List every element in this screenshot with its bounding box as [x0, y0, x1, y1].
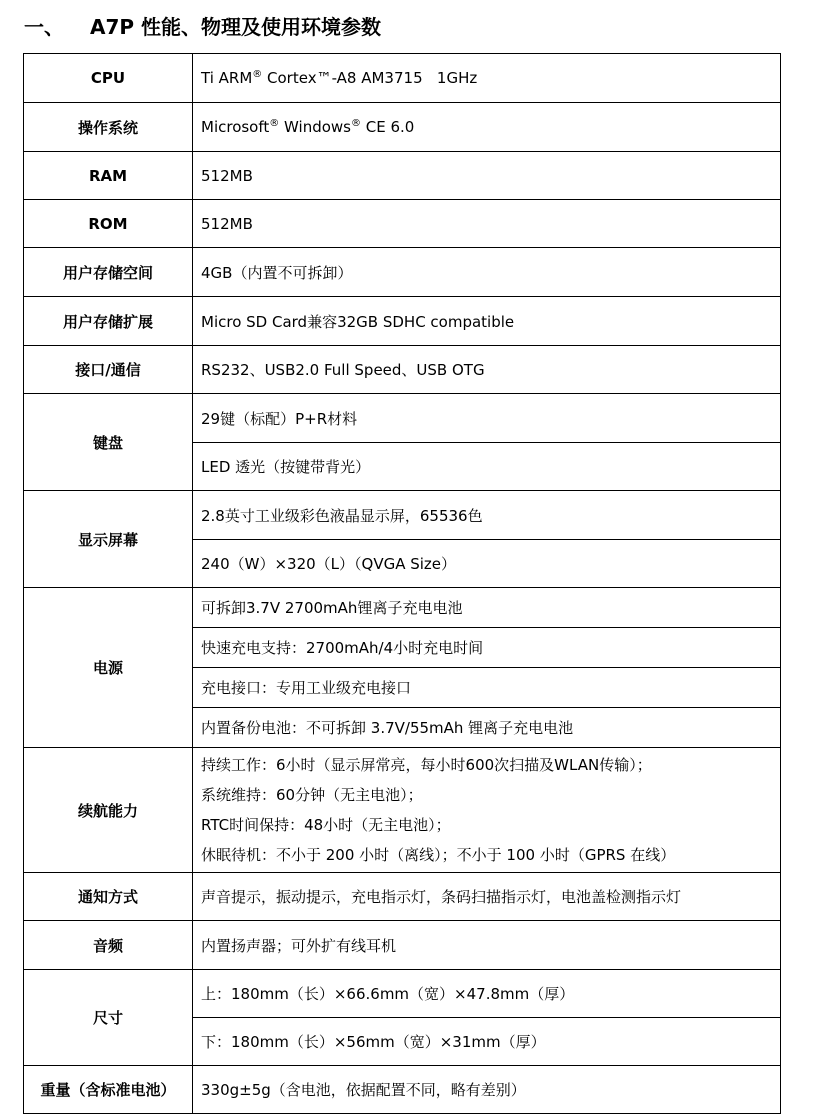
row-value: 可拆卸3.7V 2700mAh锂离子充电电池: [193, 588, 781, 628]
endurance-line: 系统维持：60分钟（无主电池）；: [201, 786, 423, 804]
row-value-cpu: [193, 54, 781, 103]
registered-mark: ®: [252, 69, 263, 80]
cpu-text-1: Ti ARM: [201, 69, 253, 87]
cpu-text-2: Cortex™-A8 AM3715 1GHz: [262, 69, 478, 87]
row-label: 重量（含标准电池）: [24, 1066, 193, 1114]
row-value: 声音提示，振动提示，充电指示灯，条码扫描指示灯，电池盖检测指示灯: [193, 873, 781, 921]
os-text-1: Microsoft: [201, 118, 270, 136]
row-label: 显示屏幕: [24, 491, 193, 588]
row-value: RS232、USB2.0 Full Speed、USB OTG: [193, 346, 781, 394]
table-row: [24, 394, 781, 443]
registered-mark: ®: [351, 118, 361, 129]
endurance-line: 休眠待机：不小于 200 小时（离线）；不小于 100 小时（GPRS 在线）: [201, 846, 676, 864]
endurance-line: RTC时间保持：48小时（无主电池）；: [201, 816, 451, 834]
table-row: [24, 921, 781, 970]
row-value: 2.8英寸工业级彩色液晶显示屏，65536色: [193, 491, 781, 540]
row-label: 尺寸: [24, 970, 193, 1066]
row-value: 29键（标配）P+R材料: [193, 394, 781, 443]
section-number: 一、: [24, 15, 64, 39]
row-value: 内置备份电池：不可拆卸 3.7V/55mAh 锂离子充电电池: [193, 708, 781, 748]
row-value-os: [193, 103, 781, 152]
row-value: 240（W）×320（L）（QVGA Size）: [193, 540, 781, 588]
row-value: Micro SD Card兼容32GB SDHC compatible: [193, 297, 781, 346]
row-label: 用户存储扩展: [24, 297, 193, 346]
table-row: [24, 1066, 781, 1114]
section-title: A7P 性能、物理及使用环境参数: [90, 15, 382, 39]
row-value: 内置扬声器；可外扩有线耳机: [193, 921, 781, 970]
row-value: 快速充电支持：2700mAh/4小时充电时间: [193, 628, 781, 668]
row-label: ROM: [24, 200, 193, 248]
row-value: 512MB: [193, 152, 781, 200]
row-label: 操作系统: [24, 103, 193, 152]
section-heading: [24, 12, 381, 42]
row-label: 电源: [24, 588, 193, 748]
row-label: 续航能力: [24, 748, 193, 873]
row-label: 用户存储空间: [24, 248, 193, 297]
row-label: 键盘: [24, 394, 193, 491]
table-row: [24, 152, 781, 200]
row-label: CPU: [24, 54, 193, 103]
table-row: [24, 873, 781, 921]
os-text-3: CE 6.0: [361, 118, 415, 136]
row-value: 下：180mm（长）×56mm（宽）×31mm（厚）: [193, 1018, 781, 1066]
table-row: [24, 748, 781, 873]
row-value: 上：180mm（长）×66.6mm（宽）×47.8mm（厚）: [193, 970, 781, 1018]
table-row: [24, 248, 781, 297]
table-row: [24, 200, 781, 248]
row-label: 接口/通信: [24, 346, 193, 394]
row-value: 4GB（内置不可拆卸）: [193, 248, 781, 297]
table-row: [24, 491, 781, 540]
row-value: 330g±5g（含电池，依据配置不同，略有差别）: [193, 1066, 781, 1114]
endurance-line: 持续工作：6小时（显示屏常亮，每小时600次扫描及WLAN传输）；: [201, 756, 652, 774]
row-label: 通知方式: [24, 873, 193, 921]
table-row: [24, 103, 781, 152]
row-value: 512MB: [193, 200, 781, 248]
spec-table: [23, 53, 781, 1114]
row-value: LED 透光（按键带背光）: [193, 443, 781, 491]
row-label: 音频: [24, 921, 193, 970]
table-row: [24, 54, 781, 103]
registered-mark: ®: [269, 118, 280, 129]
os-text-2: Windows: [279, 118, 351, 136]
table-row: [24, 588, 781, 628]
table-row: [24, 970, 781, 1018]
row-value: 充电接口：专用工业级充电接口: [193, 668, 781, 708]
row-value-endurance: [193, 748, 781, 873]
table-row: [24, 346, 781, 394]
row-label: RAM: [24, 152, 193, 200]
table-row: [24, 297, 781, 346]
